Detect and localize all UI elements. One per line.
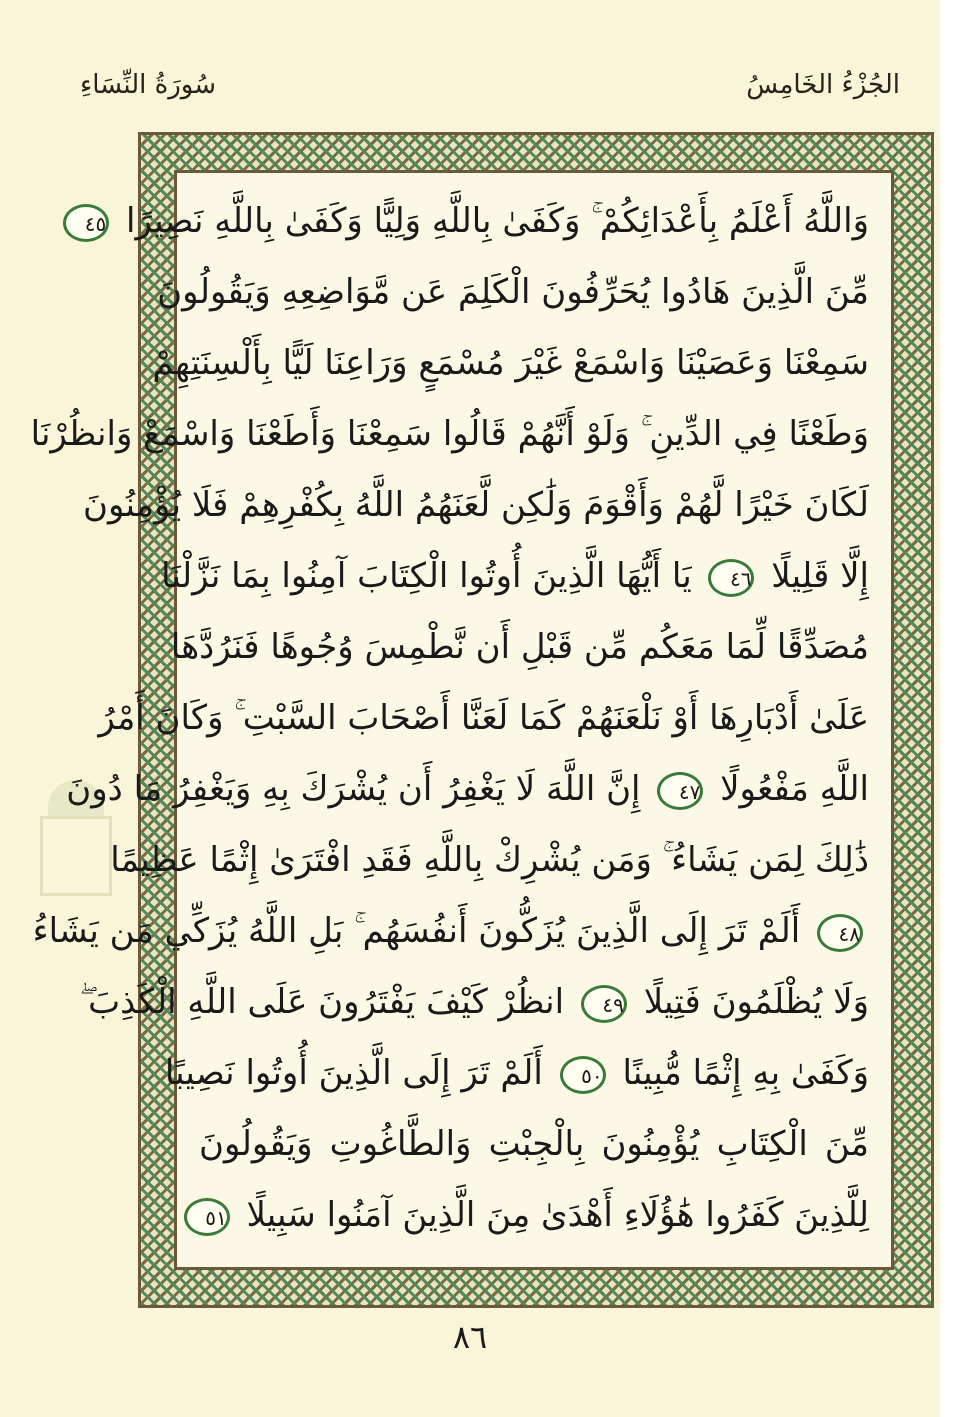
ayah-end-marker-icon: ٥٠ — [560, 1056, 606, 1094]
verse-line — [79, 970, 869, 1034]
page-number: ٨٦ — [452, 1318, 488, 1356]
verse-text: انظُرْ كَيْفَ يَفْتَرُونَ عَلَى اللَّهِ الْكَذِبَ ۖ — [79, 982, 565, 1022]
verse-text: وَكَفَىٰ بِهِ إِثْمًا مُّبِينًا — [622, 1053, 869, 1093]
verse-text: أَلَمْ تَرَ إِلَى الَّذِينَ يُزَكُّونَ أَنفُسَهُم ۚ بَلِ اللَّهُ يُزَكِّي مَن يَشَاءُ — [32, 911, 801, 951]
verse-text: سَمِعْنَا وَعَصَيْنَا وَاسْمَعْ غَيْرَ مُسْمَعٍ وَرَاعِنَا لَيًّا بِأَلْسِنَتِهِمْ — [152, 343, 869, 383]
verse-text: مِّنَ الَّذِينَ هَادُوا يُحَرِّفُونَ الْكَلِمَ عَن مَّوَاضِعِهِ وَيَقُولُونَ — [157, 272, 869, 312]
scan-edge-strip — [940, 0, 974, 1417]
verse-line — [199, 1112, 869, 1176]
ayah-end-marker-icon: ٤٥ — [63, 204, 109, 242]
verse-text: ذَٰلِكَ لِمَن يَشَاءُ ۚ وَمَن يُشْرِكْ بِاللَّهِ فَقَدِ افْتَرَىٰ إِثْمًا عَظِيمًا — [110, 840, 869, 880]
verse-text: وَلَا يُظْلَمُونَ فَتِيلًا — [643, 982, 869, 1022]
verse-lines — [30, 189, 869, 1247]
verse-line — [83, 473, 869, 537]
verse-text: وَطَعْنًا فِي الدِّينِ ۚ وَلَوْ أَنَّهُمْ قَالُوا سَمِعْنَا وَأَطَعْنَا وَاسْمَعْ وَانظُرْنَا — [30, 414, 869, 454]
verse-line — [66, 757, 869, 821]
verse-line — [161, 544, 869, 608]
verse-text: لَكَانَ خَيْرًا لَّهُمْ وَأَقْوَمَ وَلَٰكِن لَّعَنَهُمُ اللَّهُ بِكُفْرِهِمْ فَلَا يُؤْمِنُونَ — [83, 485, 869, 525]
verse-text: إِلَّا قَلِيلًا — [771, 556, 869, 596]
verse-text: مِّنَ الْكِتَابِ يُؤْمِنُونَ بِالْجِبْتِ وَالطَّاغُوتِ وَيَقُولُونَ — [199, 1124, 869, 1164]
verse-line — [199, 1183, 869, 1247]
surah-name-header: سُورَةُ النِّسَاءِ — [80, 70, 216, 100]
verse-line — [30, 402, 869, 466]
text-panel — [30, 170, 894, 1270]
verse-text: مُصَدِّقًا لِّمَا مَعَكُم مِّن قَبْلِ أَن نَّطْمِسَ وُجُوهًا فَنَرُدَّهَا — [170, 627, 869, 667]
verse-text: عَلَىٰ أَدْبَارِهَا أَوْ نَلْعَنَهُمْ كَمَا لَعَنَّا أَصْحَابَ السَّبْتِ ۚ وَكَانَ أَمْرُ — [98, 698, 869, 738]
verse-line — [98, 686, 869, 750]
verse-text: اللَّهِ مَفْعُولًا — [720, 769, 869, 809]
verse-line — [32, 899, 869, 963]
ayah-end-marker-icon: ٥١ — [184, 1198, 230, 1236]
verse-text: لِلَّذِينَ كَفَرُوا هَٰؤُلَاءِ أَهْدَىٰ مِنَ الَّذِينَ آمَنُوا سَبِيلًا — [246, 1195, 869, 1235]
verse-line — [110, 828, 869, 892]
verse-line — [157, 260, 869, 324]
juz-name-header: الجُزْءُ الخَامِسُ — [746, 70, 900, 100]
ayah-end-marker-icon: ٤٨ — [817, 914, 863, 952]
ornament-box — [40, 816, 112, 896]
verse-line — [164, 1041, 869, 1105]
ayah-end-marker-icon: ٤٩ — [581, 985, 627, 1023]
verse-line — [152, 331, 869, 395]
verse-text: يَا أَيُّهَا الَّذِينَ أُوتُوا الْكِتَابَ آمِنُوا بِمَا نَزَّلْنَا — [161, 556, 692, 596]
verse-text: أَلَمْ تَرَ إِلَى الَّذِينَ أُوتُوا نَصِيبًا — [164, 1053, 543, 1093]
verse-text: وَاللَّهُ أَعْلَمُ بِأَعْدَائِكُمْ ۚ وَكَفَىٰ بِاللَّهِ وَلِيًّا وَكَفَىٰ بِاللَّهِ نَصِيرًا — [126, 201, 869, 241]
verse-line — [170, 615, 869, 679]
verse-line — [84, 189, 869, 253]
verse-text: إِنَّ اللَّهَ لَا يَغْفِرُ أَن يُشْرَكَ بِهِ وَيَغْفِرُ مَا دُونَ — [66, 769, 641, 809]
ayah-end-marker-icon: ٤٦ — [708, 559, 754, 597]
ayah-end-marker-icon: ٤٧ — [657, 772, 703, 810]
